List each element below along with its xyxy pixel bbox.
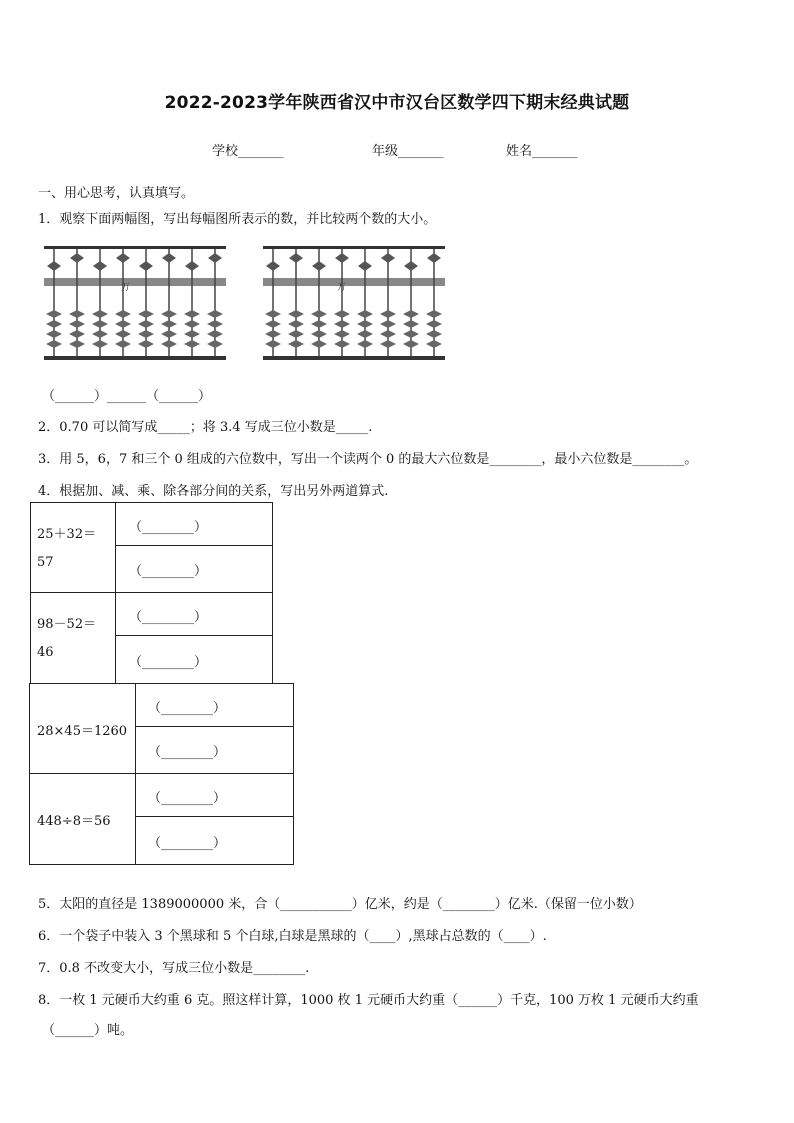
abacus-bead [426, 310, 442, 318]
abacus-bead [403, 320, 419, 328]
abacus-bead [69, 310, 85, 318]
abacus-bead [184, 310, 200, 318]
abacus-2-label: 万 [337, 283, 347, 293]
abacus-bead [92, 320, 108, 328]
abacus-bead [357, 310, 373, 318]
abacus-bead [115, 330, 131, 338]
question-1-answer: （______）______（______） [42, 389, 212, 404]
name-field: 姓名_______ [506, 144, 578, 159]
abacus-bead [357, 320, 373, 328]
answer-blank[interactable]: （________） [129, 610, 208, 625]
abacus-1 [42, 244, 228, 366]
answer-blank[interactable]: （________） [129, 520, 208, 535]
abacus-bead [138, 340, 154, 348]
abacus-bead [208, 253, 222, 263]
answer-blank[interactable]: （________） [148, 701, 227, 716]
question-3: 3．用 5，6，7 和三个 0 组成的六位数中，写出一个读两个 0 的最大六位数是________，最小六位数是________。 [38, 452, 698, 467]
answer-blank[interactable]: （________） [129, 564, 208, 579]
equation-2-line1: 98－52＝ [37, 617, 97, 632]
abacus-bead [312, 261, 326, 271]
abacus-bead [334, 330, 350, 338]
abacus-bead [46, 330, 62, 338]
abacus-bead [92, 340, 108, 348]
abacus-bead [265, 310, 281, 318]
abacus-bead [380, 310, 396, 318]
abacus-bead [184, 330, 200, 338]
abacus-bead [380, 320, 396, 328]
question-4: 4．根据加、减、乘、除各部分间的关系，写出另外两道算式. [38, 484, 389, 499]
abacus-bead [162, 253, 176, 263]
abacus-bead [311, 320, 327, 328]
abacus-bead [139, 261, 153, 271]
school-field: 学校_______ [212, 144, 284, 159]
abacus-bead [311, 340, 327, 348]
abacus-bead [207, 330, 223, 338]
answer-blank[interactable]: （________） [148, 791, 227, 806]
equation-3: 28×45＝1260 [37, 724, 128, 739]
abacus-bead [70, 253, 84, 263]
question-2: 2．0.70 可以简写成_____；将 3.4 写成三位小数是_____. [38, 420, 373, 435]
answer-blank[interactable]: （________） [148, 836, 227, 851]
abacus-bead [69, 340, 85, 348]
abacus-bead [357, 330, 373, 338]
abacus-bead [265, 320, 281, 328]
abacus-bead [288, 340, 304, 348]
abacus-bead [403, 330, 419, 338]
abacus-bead [92, 310, 108, 318]
abacus-bead [334, 340, 350, 348]
abacus-bead [207, 320, 223, 328]
abacus-bead [265, 330, 281, 338]
equation-1-line1: 25＋32＝ [37, 527, 97, 542]
abacus-bead [92, 330, 108, 338]
abacus-bead [161, 310, 177, 318]
abacus-bead [288, 330, 304, 338]
abacus-bead [381, 253, 395, 263]
abacus-bead [311, 330, 327, 338]
question-6: 6．一个袋子中装入 3 个黑球和 5 个白球,白球是黑球的（____）,黑球占总数的（____）. [38, 929, 547, 944]
abacus-bead [47, 261, 61, 271]
abacus-bead [288, 320, 304, 328]
abacus-bead [69, 330, 85, 338]
abacus-bead [185, 261, 199, 271]
abacus-bead [426, 320, 442, 328]
answer-blank[interactable]: （________） [129, 655, 208, 670]
question-7: 7．0.8 不改变大小，写成三位小数是________. [38, 961, 310, 976]
abacus-bead [46, 340, 62, 348]
abacus-bead [266, 261, 280, 271]
question-8-line1: 8．一枚 1 元硬币大约重 6 克。照这样计算，1000 枚 1 元硬币大约重（______）千克，100 万枚 1 元硬币大约重 [38, 993, 699, 1008]
abacus-bead [311, 310, 327, 318]
abacus-bead [207, 310, 223, 318]
page-title: 2022-2023学年陕西省汉中市汉台区数学四下期末经典试题 [164, 93, 630, 113]
abacus-bead [357, 340, 373, 348]
abacus-bead [116, 253, 130, 263]
abacus-bead [115, 340, 131, 348]
equation-2-line2: 46 [37, 645, 54, 660]
abacus-bead [404, 261, 418, 271]
abacus-bead [358, 261, 372, 271]
question-8-line2: （______）吨。 [42, 1023, 134, 1038]
abacus-bead [69, 320, 85, 328]
abacus-bead [403, 310, 419, 318]
abacus-bead [161, 330, 177, 338]
question-5: 5．太阳的直径是 1389000000 米，合（___________）亿米，约是（________）亿米.（保留一位小数） [38, 897, 642, 912]
abacus-bead [115, 320, 131, 328]
abacus-bead [427, 253, 441, 263]
abacus-2 [261, 244, 447, 366]
abacus-1-label: 万 [121, 283, 131, 293]
abacus-bead [184, 340, 200, 348]
abacus-bead [207, 340, 223, 348]
abacus-bead [380, 330, 396, 338]
abacus-bead [161, 320, 177, 328]
abacus-bead [426, 340, 442, 348]
abacus-bead [334, 310, 350, 318]
abacus-bead [161, 340, 177, 348]
abacus-bead [93, 261, 107, 271]
abacus-bead [426, 330, 442, 338]
abacus-bead [288, 310, 304, 318]
abacus-bead [46, 310, 62, 318]
equation-table-2 [29, 683, 294, 865]
question-1: 1．观察下面两幅图，写出每幅图所表示的数，并比较两个数的大小。 [38, 212, 437, 227]
section-heading: 一、用心思考，认真填写。 [38, 186, 195, 201]
abacus-bead [289, 253, 303, 263]
abacus-bead [335, 253, 349, 263]
grade-field: 年级_______ [372, 144, 444, 159]
abacus-bead [334, 320, 350, 328]
abacus-bead [46, 320, 62, 328]
abacus-bead [403, 340, 419, 348]
abacus-bead [380, 340, 396, 348]
abacus-bead [138, 330, 154, 338]
abacus-bead [184, 320, 200, 328]
abacus-bead [115, 310, 131, 318]
abacus-bead [138, 320, 154, 328]
equation-4: 448÷8＝56 [37, 814, 111, 829]
equation-table-1 [30, 502, 273, 684]
abacus-bead [265, 340, 281, 348]
answer-blank[interactable]: （________） [148, 745, 227, 760]
abacus-bead [138, 310, 154, 318]
equation-1-line2: 57 [37, 555, 54, 570]
